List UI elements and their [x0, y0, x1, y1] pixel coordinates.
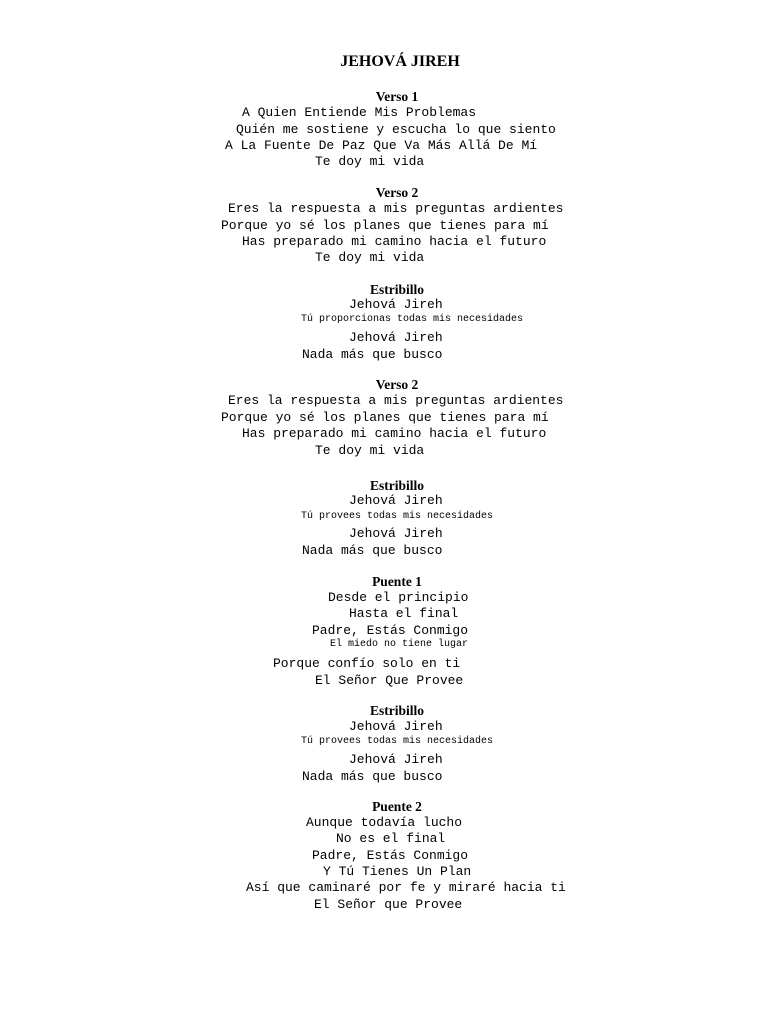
lyric-line: Te doy mi vida [315, 443, 425, 458]
lyric-line: Tú proporcionas todas mis necesidades [301, 314, 524, 325]
section-heading-estribillo: Estribillo [369, 478, 424, 493]
lyric-line: Y Tú Tienes Un Plan [323, 864, 472, 879]
lyric-line: Jehová Jireh [349, 719, 443, 734]
section-heading-verso-2: Verso 2 [375, 377, 419, 392]
lyric-line: Porque confío solo en ti [273, 656, 461, 671]
lyric-line: El miedo no tiene lugar [330, 639, 469, 650]
section-heading-estribillo: Estribillo [369, 282, 424, 297]
lyric-line: Has preparado mi camino hacia el futuro [242, 426, 547, 441]
section-heading-estribillo: Estribillo [369, 703, 424, 718]
section-heading-puente-2: Puente 2 [372, 799, 422, 814]
section-heading-puente-1: Puente 1 [372, 574, 422, 589]
lyric-line: Tú provees todas mis necesidades [301, 736, 494, 747]
lyric-line: Quién me sostiene y escucha lo que siento [236, 122, 556, 137]
lyric-line: Jehová Jireh [349, 526, 443, 541]
lyric-line: Nada más que busco [302, 769, 443, 784]
lyric-line: Tú provees todas mis necesidades [301, 511, 494, 522]
lyric-line: Nada más que busco [302, 347, 443, 362]
lyric-line: El Señor Que Provee [315, 673, 464, 688]
section-heading-verso-2: Verso 2 [375, 185, 419, 200]
lyric-line: Porque yo sé los planes que tienes para mí [221, 410, 549, 425]
lyric-line: Padre, Estás Conmigo [312, 623, 469, 638]
lyric-line: Eres la respuesta a mis preguntas ardientes [228, 201, 564, 216]
lyric-line: Nada más que busco [302, 543, 443, 558]
lyric-line: El Señor que Provee [314, 897, 463, 912]
lyric-line: Jehová Jireh [349, 330, 443, 345]
lyric-line: Desde el principio [328, 590, 469, 605]
lyric-line: Te doy mi vida [315, 154, 425, 169]
lyric-line: Te doy mi vida [315, 250, 425, 265]
section-heading-verso-1: Verso 1 [375, 89, 419, 104]
song-title: JEHOVÁ JIREH [340, 53, 460, 70]
lyric-line: Jehová Jireh [349, 493, 443, 508]
lyric-line: A Quien Entiende Mis Problemas [242, 105, 477, 120]
lyric-line: Aunque todavía lucho [306, 815, 463, 830]
lyric-line: Padre, Estás Conmigo [312, 848, 469, 863]
lyric-line: Eres la respuesta a mis preguntas ardientes [228, 393, 564, 408]
lyric-line: Jehová Jireh [349, 752, 443, 767]
lyric-line: A La Fuente De Paz Que Va Más Allá De Mí [225, 138, 538, 153]
lyric-line: Has preparado mi camino hacia el futuro [242, 234, 547, 249]
lyric-line: Jehová Jireh [349, 297, 443, 312]
lyric-line: Porque yo sé los planes que tienes para mí [221, 218, 549, 233]
lyric-line: Hasta el final [349, 606, 459, 621]
lyric-line: Así que caminaré por fe y miraré hacia ti [246, 880, 566, 895]
lyric-line: No es el final [336, 831, 446, 846]
